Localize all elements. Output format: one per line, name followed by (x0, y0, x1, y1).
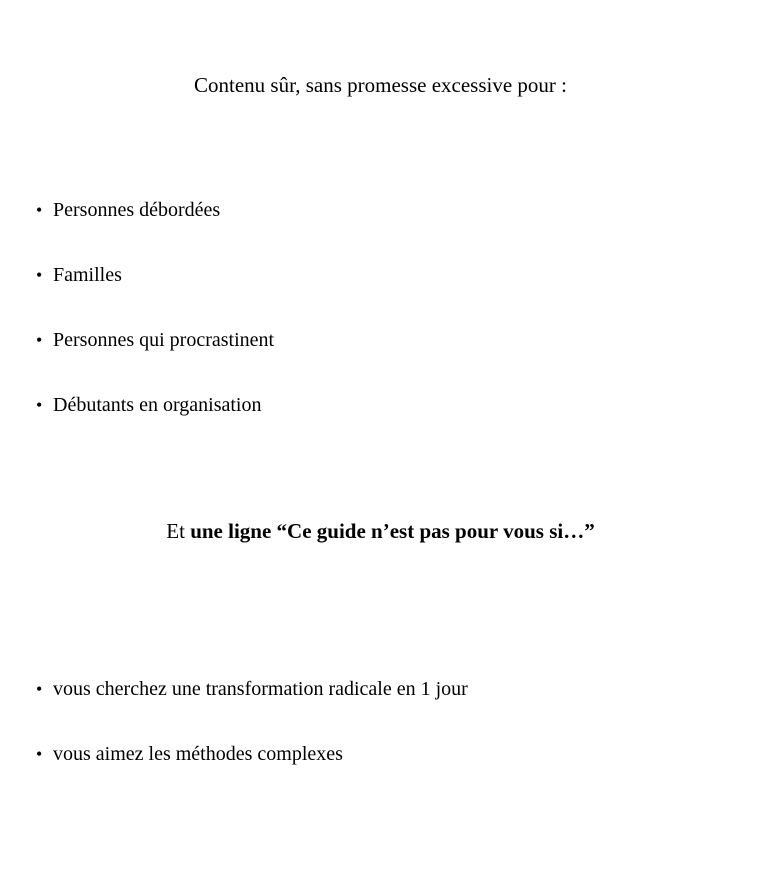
audience-list (0, 196, 761, 456)
bullet-icon: • (36, 265, 43, 285)
bullet-icon: • (36, 679, 43, 699)
list-item-label: Familles (53, 264, 122, 286)
page-title: Contenu sûr, sans promesse excessive pour : (193, 73, 567, 97)
list-item-label: Débutants en organisation (53, 394, 262, 416)
list-item (0, 740, 761, 805)
list-item (0, 261, 761, 326)
subheading-emphasis: une ligne “Ce guide n’est pas pour vous si…” (190, 519, 595, 543)
list-item (0, 391, 761, 456)
list-item (0, 675, 761, 740)
list-item (0, 196, 761, 261)
subheading-lead: Et (166, 519, 191, 543)
list-item (0, 326, 761, 391)
list-item-label: Personnes qui procrastinent (53, 329, 275, 351)
list-item-label: vous cherchez une transformation radicale en 1 jour (53, 678, 468, 700)
list-item-label: vous aimez les méthodes complexes (53, 743, 343, 765)
bullet-icon: • (36, 330, 43, 350)
bullet-icon: • (36, 200, 43, 220)
bullet-icon: • (36, 395, 43, 415)
exclusion-list (0, 675, 761, 805)
subheading (0, 518, 761, 544)
list-item-label: Personnes débordées (53, 199, 221, 221)
bullet-icon: • (36, 744, 43, 764)
